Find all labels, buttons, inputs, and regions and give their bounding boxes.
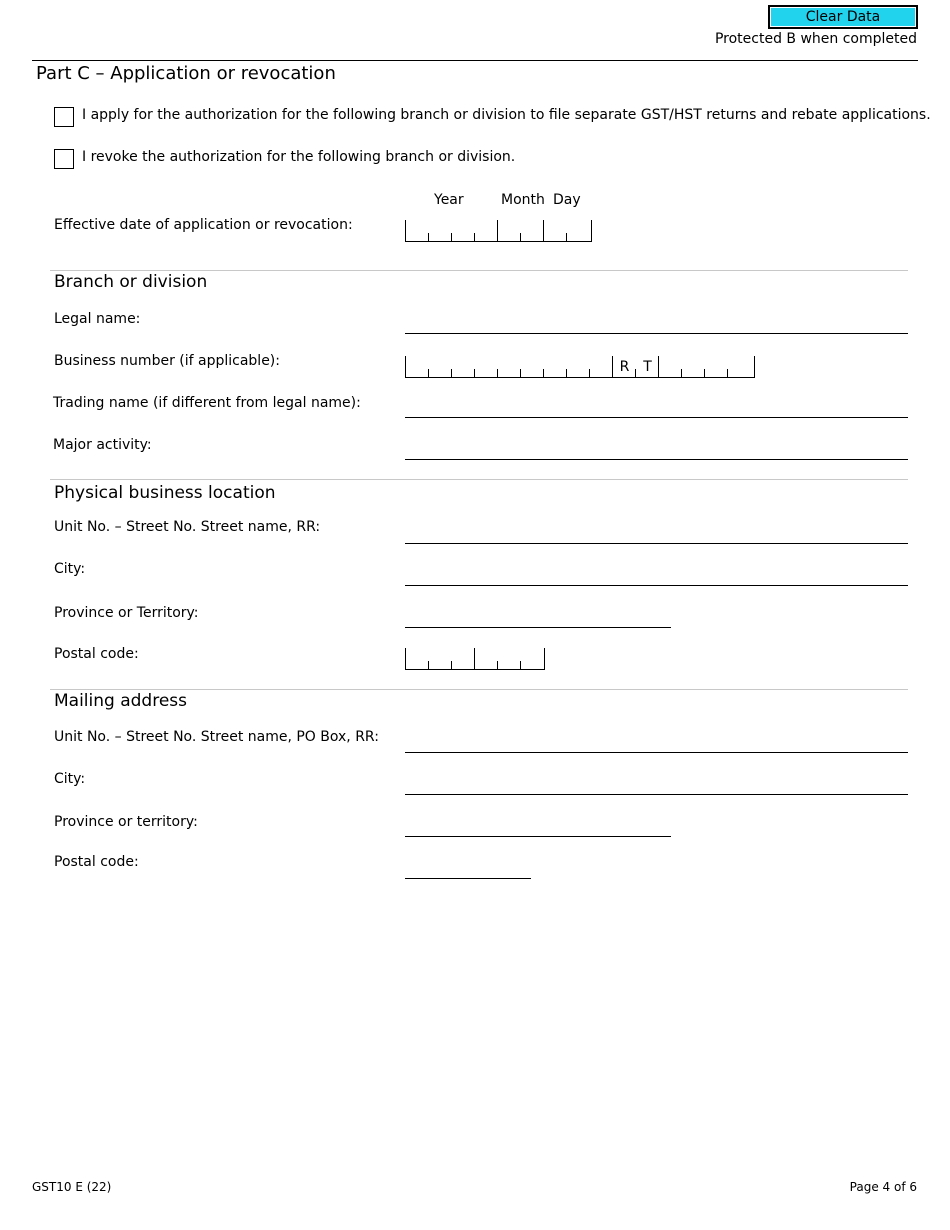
section-divider — [50, 270, 908, 271]
bn-cell — [406, 356, 429, 378]
mailing-city-input[interactable] — [405, 794, 908, 795]
apply-checkbox[interactable] — [54, 107, 74, 127]
date-cell — [567, 220, 590, 242]
mailing-postal-input[interactable] — [405, 878, 531, 879]
mailing-city-label: City: — [54, 771, 86, 787]
mailing-postal-label: Postal code: — [54, 854, 139, 870]
physical-city-input[interactable] — [405, 585, 908, 586]
bn-cell — [590, 356, 613, 378]
legal-name-input[interactable] — [405, 333, 908, 334]
major-activity-label: Major activity: — [53, 437, 152, 453]
date-cell — [406, 220, 429, 242]
form-id: GST10 E (22) — [32, 1180, 112, 1194]
bn-rt-cell: R — [613, 356, 636, 378]
clear-data-button[interactable]: Clear Data — [768, 5, 918, 29]
revoke-checkbox[interactable] — [54, 149, 74, 169]
bn-cell — [498, 356, 521, 378]
header-divider — [32, 60, 918, 61]
bn-rt-cell: T — [636, 356, 659, 378]
physical-postal-label: Postal code: — [54, 646, 139, 662]
mailing-province-label: Province or territory: — [54, 814, 198, 830]
bn-cell — [728, 356, 751, 378]
mailing-street-label: Unit No. – Street No. Street name, PO Box, RR: — [54, 729, 379, 745]
postal-cell — [406, 648, 429, 670]
physical-street-input[interactable] — [405, 543, 908, 544]
postal-cell — [521, 648, 544, 670]
mailing-street-input[interactable] — [405, 752, 908, 753]
year-header: Year — [434, 192, 464, 208]
bn-cell — [521, 356, 544, 378]
major-activity-input[interactable] — [405, 459, 908, 460]
physical-city-label: City: — [54, 561, 86, 577]
bn-cell — [452, 356, 475, 378]
bn-cell — [544, 356, 567, 378]
bn-cell — [705, 356, 728, 378]
physical-section-title: Physical business location — [54, 483, 276, 503]
date-cell — [498, 220, 521, 242]
mailing-province-input[interactable] — [405, 836, 671, 837]
page-number: Page 4 of 6 — [849, 1180, 917, 1194]
trading-name-label: Trading name (if different from legal name): — [53, 395, 361, 411]
physical-province-input[interactable] — [405, 627, 671, 628]
postal-cell — [429, 648, 452, 670]
part-title: Part C – Application or revocation — [36, 63, 336, 84]
bn-cell — [682, 356, 705, 378]
bn-cell — [659, 356, 682, 378]
physical-street-label: Unit No. – Street No. Street name, RR: — [54, 519, 321, 535]
mailing-section-title: Mailing address — [54, 691, 188, 711]
date-cell — [544, 220, 567, 242]
legal-name-label: Legal name: — [54, 311, 141, 327]
trading-name-input[interactable] — [405, 417, 908, 418]
business-number-input[interactable] — [405, 356, 755, 378]
physical-province-label: Province or Territory: — [54, 605, 199, 621]
bn-cell — [475, 356, 498, 378]
apply-label: I apply for the authorization for the following branch or division to file separate GST/HST returns and rebate applications. — [82, 107, 931, 123]
section-divider — [50, 689, 908, 690]
day-header: Day — [553, 192, 581, 208]
section-divider — [50, 479, 908, 480]
protected-notice: Protected B when completed — [714, 31, 917, 47]
physical-postal-input[interactable] — [405, 648, 545, 670]
postal-cell — [452, 648, 475, 670]
bn-cell — [429, 356, 452, 378]
month-header: Month — [501, 192, 545, 208]
effective-date-field[interactable] — [405, 220, 592, 242]
business-number-label: Business number (if applicable): — [54, 353, 280, 369]
bn-cell — [567, 356, 590, 378]
date-cell — [429, 220, 452, 242]
date-cell — [475, 220, 498, 242]
effective-date-label: Effective date of application or revocation: — [54, 217, 353, 233]
branch-section-title: Branch or division — [54, 272, 208, 292]
date-cell — [521, 220, 544, 242]
date-cell — [452, 220, 475, 242]
postal-cell — [498, 648, 521, 670]
postal-cell — [475, 648, 498, 670]
revoke-label: I revoke the authorization for the following branch or division. — [82, 149, 516, 165]
